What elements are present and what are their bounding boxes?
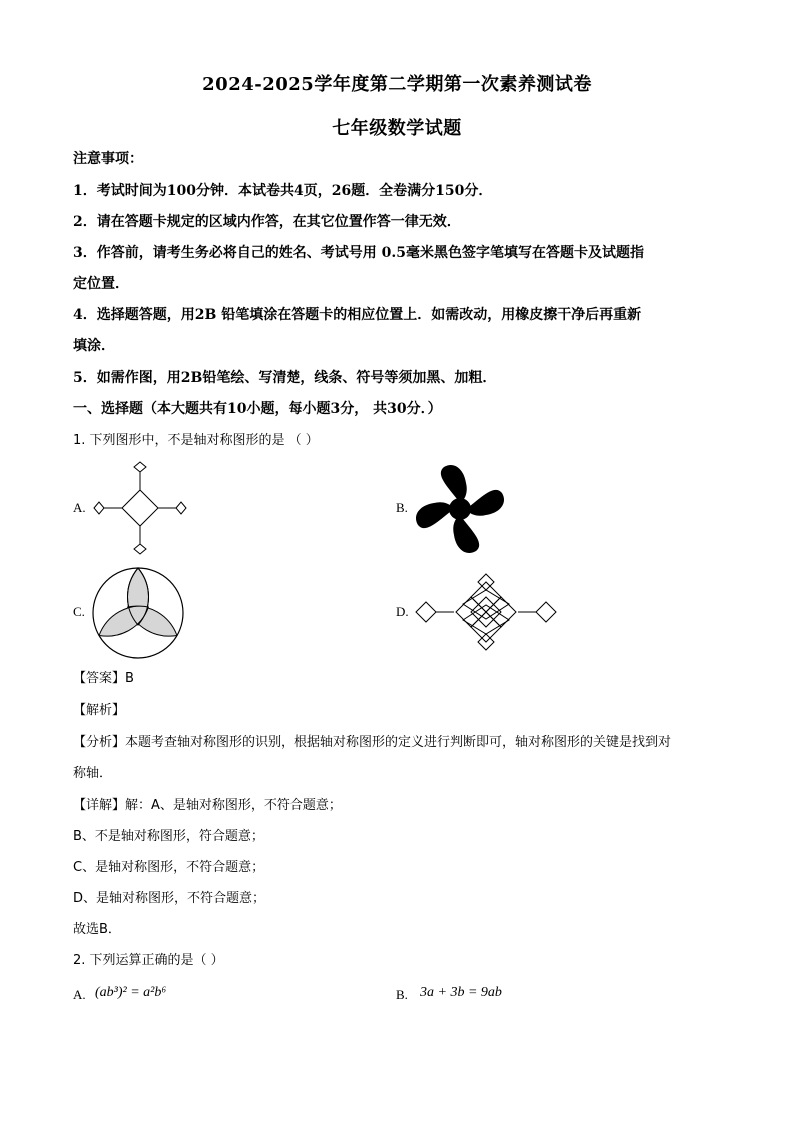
notice-item: 5．如需作图，用2B铅笔绘、写清楚，线条、符号等须加黑、加粗． — [73, 370, 497, 386]
q2-option-a-label: A. — [73, 987, 86, 1002]
analysis-line: 故选B． — [73, 922, 121, 937]
notice-item: 定位置． — [73, 276, 129, 292]
notice-item: 填涂． — [73, 338, 115, 354]
exam-title: 2024-2025学年度第二学期第一次素养测试卷 — [202, 74, 592, 95]
option-d-label: D. — [396, 604, 409, 619]
option-b-figure — [412, 463, 508, 555]
notice-heading: 注意事项： — [73, 151, 143, 167]
question-2-stem: 2. 下列运算正确的是（ ） — [73, 953, 224, 968]
option-a-label: A. — [73, 500, 86, 515]
option-d-figure — [414, 572, 558, 652]
question-1-stem: 1. 下列图形中，不是轴对称图形的是 （ ） — [73, 433, 319, 448]
analysis-label: 【解析】 — [73, 703, 126, 718]
analysis-line: 称轴． — [73, 766, 113, 781]
analysis-line: 【分析】本题考查轴对称图形的识别，根据轴对称图形的定义进行判断即可，轴对称图形的关键是找到对 — [73, 735, 672, 750]
q2-option-b-label: B. — [396, 987, 408, 1002]
notice-item: 2．请在答题卡规定的区域内作答，在其它位置作答一律无效． — [73, 214, 461, 230]
option-c-figure — [90, 565, 186, 661]
analysis-line: C、是轴对称图形，不符合题意； — [73, 860, 265, 875]
q2-option-a-expr: (ab³)² = a²b⁶ — [95, 985, 167, 1000]
exam-subtitle: 七年级数学试题 — [332, 118, 462, 139]
analysis-line: D、是轴对称图形，不符合题意； — [73, 891, 266, 906]
notice-item: 4．选择题答题，用2B 铅笔填涂在答题卡的相应位置上．如需改动，用橡皮擦干净后再重新 — [73, 307, 642, 323]
analysis-line: 【详解】解：A、是轴对称图形，不符合题意； — [73, 798, 342, 813]
option-b-label: B. — [396, 500, 408, 515]
answer-label: 【答案】B — [73, 671, 134, 686]
section-heading: 一、选择题（本大题共有10小题，每小题3分， 共30分．） — [73, 401, 442, 417]
analysis-line: B、不是轴对称图形，符合题意； — [73, 829, 264, 844]
q2-option-b-expr: 3a + 3b = 9ab — [420, 985, 502, 1000]
notice-item: 3．作答前，请考生务必将自己的姓名、考试号用 0.5毫米黑色签字笔填写在答题卡及试题指 — [73, 245, 644, 261]
option-a-figure — [90, 460, 190, 556]
option-c-label: C. — [73, 604, 85, 619]
notice-item: 1．考试时间为100分钟．本试卷共4页，26题．全卷满分150分． — [73, 183, 493, 199]
